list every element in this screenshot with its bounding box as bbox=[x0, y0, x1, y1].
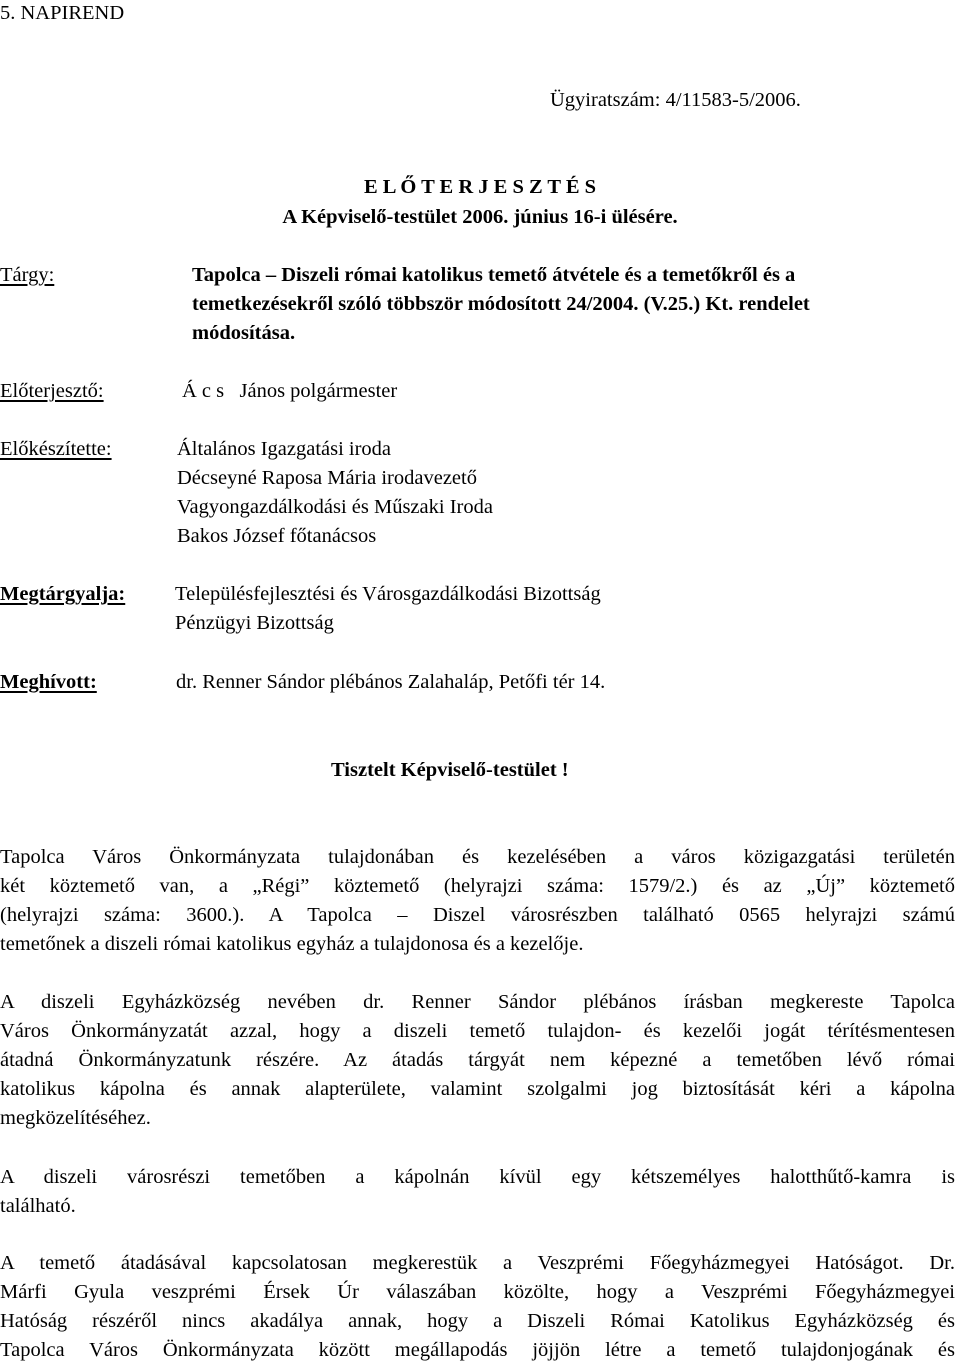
document-subtitle: A Képviselő-testület 2006. június 16-i ülésére. bbox=[282, 206, 678, 228]
paragraph-line: Város Önkormányzatát azzal, hogy a diszeli temető tulajdon- és kezelői jogát térítésmentesen bbox=[0, 1020, 955, 1042]
file-number: Ügyiratszám: 4/11583-5/2006. bbox=[550, 89, 801, 111]
paragraph-line: két köztemető van, a „Régi” köztemető (helyrajzi száma: 1579/2.) és az „Új” köztemető bbox=[0, 875, 955, 897]
subject-label: Tárgy: bbox=[0, 264, 55, 286]
agenda-number: 5. NAPIREND bbox=[0, 2, 125, 24]
invited-person: dr. Renner Sándor plébános Zalahaláp, Petőfi tér 14. bbox=[176, 671, 606, 693]
committee-line: Településfejlesztési és Városgazdálkodási Bizottság bbox=[175, 583, 601, 605]
subject-line: módosítása. bbox=[192, 322, 296, 344]
paragraph-line: (helyrajzi száma: 3600.). A Tapolca – Diszel városrészben található 0565 helyrajzi számú bbox=[0, 904, 955, 926]
prepared-label: Előkészítette: bbox=[0, 438, 112, 460]
prepared-line: Vagyongazdálkodási és Műszaki Iroda bbox=[177, 496, 493, 518]
document-title: E L Ő T E R J E S Z T É S bbox=[363, 176, 597, 198]
body-paragraph bbox=[0, 1163, 955, 1221]
body-paragraph bbox=[0, 1249, 955, 1365]
prepared-line: Décseyné Raposa Mária irodavezető bbox=[177, 467, 477, 489]
paragraph-line: átadná Önkormányzatunk részére. Az átadás tárgyát nem képezné a temetőben lévő római bbox=[0, 1049, 955, 1071]
discussed-label: Megtárgyalja: bbox=[0, 583, 126, 605]
subject-line: Tapolca – Diszeli római katolikus temető átvétele és a temetőkről és a bbox=[192, 264, 796, 286]
invited-label: Meghívott: bbox=[0, 671, 97, 693]
paragraph-line: A temető átadásával kapcsolatosan megkerestük a Veszprémi Főegyházmegyei Hatóságot. Dr. bbox=[0, 1252, 955, 1274]
paragraph-line: A diszeli Egyházközség nevében dr. Renner Sándor plébános írásban megkereste Tapolca bbox=[0, 991, 955, 1013]
paragraph-line: Tapolca Város Önkormányzata tulajdonában és kezelésében a város közigazgatási területén bbox=[0, 846, 955, 868]
paragraph-line: található. bbox=[0, 1195, 76, 1217]
paragraph-line: megközelítéséhez. bbox=[0, 1107, 151, 1129]
paragraph-line: Hatóság részéről nincs akadálya annak, hogy a Diszeli Római Katolikus Egyházközség és bbox=[0, 1310, 955, 1332]
salutation: Tisztelt Képviselő-testület ! bbox=[331, 759, 569, 781]
paragraph-line: A diszeli városrészi temetőben a kápolnán kívül egy kétszemélyes halotthűtő-kamra is bbox=[0, 1166, 955, 1188]
body-paragraph bbox=[0, 843, 955, 959]
paragraph-line: katolikus kápolna és annak alapterülete, valamint szolgalmi jog biztosítását kéri a kápolna bbox=[0, 1078, 955, 1100]
committee-line: Pénzügyi Bizottság bbox=[175, 612, 334, 634]
body-paragraph bbox=[0, 988, 955, 1133]
presenter-label: Előterjesztő: bbox=[0, 380, 104, 402]
paragraph-line: Márfi Gyula veszprémi Érsek Úr válaszában közölte, hogy a Veszprémi Főegyházmegyei bbox=[0, 1281, 955, 1303]
prepared-line: Általános Igazgatási iroda bbox=[177, 438, 392, 460]
paragraph-line: Tapolca Város Önkormányzata között megállapodás jöjjön létre a temető tulajdonjogának és bbox=[0, 1339, 955, 1361]
presenter-name: Á c s János polgármester bbox=[182, 380, 398, 402]
paragraph-line: temetőnek a diszeli római katolikus egyház a tulajdonosa és a kezelője. bbox=[0, 933, 584, 955]
prepared-line: Bakos József főtanácsos bbox=[177, 525, 377, 547]
subject-line: temetkezésekről szóló többször módosított 24/2004. (V.25.) Kt. rendelet bbox=[192, 293, 810, 315]
